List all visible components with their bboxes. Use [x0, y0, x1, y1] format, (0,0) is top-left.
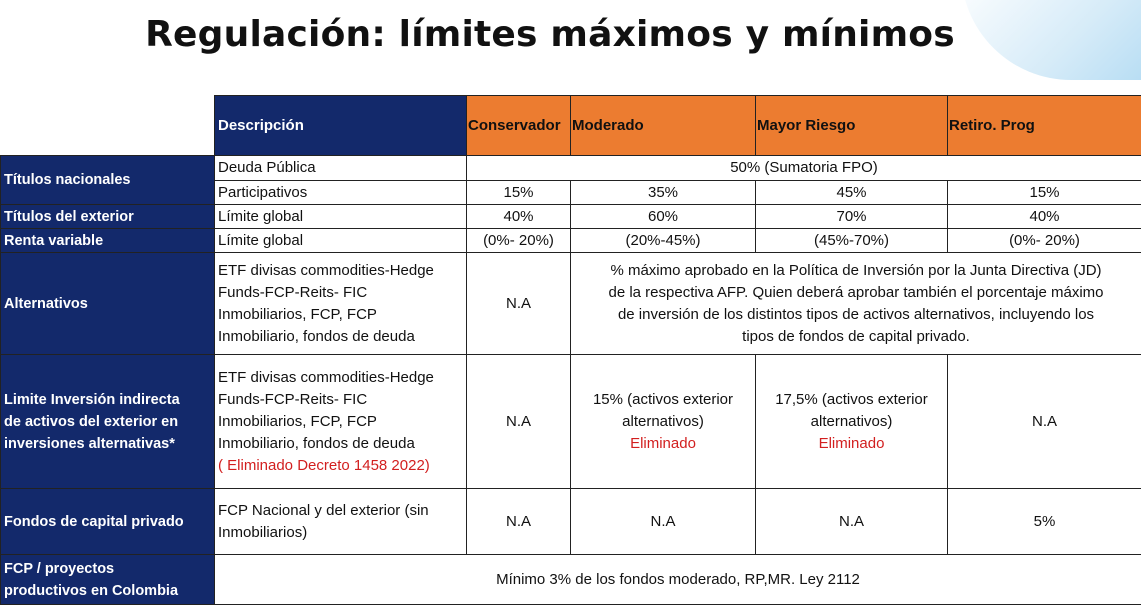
desc-line: FCP Nacional y del exterior (sin — [218, 501, 429, 519]
cell-retiro-prog: 5% — [948, 489, 1141, 555]
cell-mayor-riesgo — [756, 355, 948, 489]
cell-conservador: 15% — [467, 181, 571, 205]
cell-mayor-riesgo: N.A — [756, 489, 948, 555]
eliminated-note: Eliminado — [630, 434, 696, 452]
value-fcp-proyectos: Mínimo 3% de los fondos moderado, RP,MR. Ley 2112 — [215, 555, 1141, 605]
desc-deuda-publica: Deuda Pública — [215, 156, 467, 181]
desc-limite-global: Límite global — [215, 205, 467, 229]
desc-line: Inmobiliarios, FCP, FCP — [218, 412, 377, 430]
blank-corner — [1, 96, 215, 156]
cell-conservador: 40% — [467, 205, 571, 229]
label-line: Limite Inversión indirecta — [4, 391, 180, 408]
desc-alternativos — [215, 253, 467, 355]
header-row — [1, 96, 1141, 156]
desc-line: Inmobiliario, fondos de deuda — [218, 434, 415, 452]
header-retiro-prog: Retiro. Prog — [948, 96, 1141, 156]
value-line: alternativos) — [810, 412, 893, 430]
desc-line: Inmobiliarios) — [218, 523, 308, 541]
value-line: 17,5% (activos exterior — [775, 390, 928, 408]
value-line: alternativos) — [622, 412, 704, 430]
cell-retiro-prog: 15% — [948, 181, 1141, 205]
cell-retiro-prog: 40% — [948, 205, 1141, 229]
desc-line: Funds-FCP-Reits- FIC — [218, 283, 368, 301]
cell-mayor-riesgo: 70% — [756, 205, 948, 229]
merged-line: de inversión de los distintos tipos de activos alternativos, incluyendo los — [617, 305, 1095, 323]
cell-moderado: N.A — [571, 489, 756, 555]
table-row — [1, 156, 1141, 181]
header-mayor-riesgo: Mayor Riesgo — [756, 96, 948, 156]
cell-mayor-riesgo: (45%-70%) — [756, 229, 948, 253]
cell-mayor-riesgo: 45% — [756, 181, 948, 205]
value-deuda-publica: 50% (Sumatoria FPO) — [467, 156, 1141, 181]
desc-line: Inmobiliarios, FCP, FCP — [218, 305, 377, 323]
desc-line: ETF divisas commodities-Hedge — [218, 261, 434, 279]
label-line: inversiones alternativas* — [4, 435, 175, 452]
cell-conservador: (0%- 20%) — [467, 229, 571, 253]
row-label-fondos-capital: Fondos de capital privado — [1, 489, 215, 555]
table-row — [1, 205, 1141, 229]
cell-conservador: N.A — [467, 355, 571, 489]
desc-limite-global: Límite global — [215, 229, 467, 253]
cell-alternativos-merged — [571, 253, 1141, 355]
eliminated-note: ( Eliminado Decreto 1458 2022) — [218, 456, 430, 474]
row-label-alternativos: Alternativos — [1, 253, 215, 355]
table-row — [1, 489, 1141, 555]
merged-line: de la respectiva AFP. Quien deberá aprobar también el porcentaje máximo — [608, 283, 1104, 301]
desc-participativos: Participativos — [215, 181, 467, 205]
page-title: Regulación: límites máximos y mínimos — [145, 14, 955, 55]
cell-moderado — [571, 355, 756, 489]
row-label-titulos-nacionales: Títulos nacionales — [1, 156, 215, 205]
merged-line: tipos de fondos de capital privado. — [742, 327, 970, 345]
cell-retiro-prog: N.A — [948, 355, 1141, 489]
row-label-titulos-exterior: Títulos del exterior — [1, 205, 215, 229]
row-label-renta-variable: Renta variable — [1, 229, 215, 253]
header-moderado: Moderado — [571, 96, 756, 156]
label-line: FCP / proyectos — [4, 560, 115, 577]
label-line: productivos en Colombia — [4, 582, 179, 599]
cell-conservador: N.A — [467, 489, 571, 555]
row-label-limite-inversion — [1, 355, 215, 489]
eliminated-note: Eliminado — [818, 434, 885, 452]
desc-line: ETF divisas commodities-Hedge — [218, 368, 434, 386]
table-row — [1, 253, 1141, 355]
cell-conservador: N.A — [467, 253, 571, 355]
desc-limite-inversion — [215, 355, 467, 489]
desc-line: Inmobiliario, fondos de deuda — [218, 327, 415, 345]
cell-moderado: 35% — [571, 181, 756, 205]
table-row — [1, 555, 1141, 605]
cell-retiro-prog: (0%- 20%) — [948, 229, 1141, 253]
header-conservador: Conservador — [467, 96, 571, 156]
merged-line: % máximo aprobado en la Política de Inversión por la Junta Directiva (JD) — [610, 261, 1102, 279]
header-descripcion: Descripción — [215, 96, 467, 156]
desc-line: Funds-FCP-Reits- FIC — [218, 390, 368, 408]
value-line: 15% (activos exterior — [592, 390, 734, 408]
label-line: de activos del exterior en — [4, 413, 179, 430]
table-row — [1, 355, 1141, 489]
cell-moderado: (20%-45%) — [571, 229, 756, 253]
cell-moderado: 60% — [571, 205, 756, 229]
row-label-fcp-proyectos — [1, 555, 215, 605]
desc-fondos-capital — [215, 489, 467, 555]
table-row — [1, 229, 1141, 253]
regulation-table — [0, 95, 1141, 605]
